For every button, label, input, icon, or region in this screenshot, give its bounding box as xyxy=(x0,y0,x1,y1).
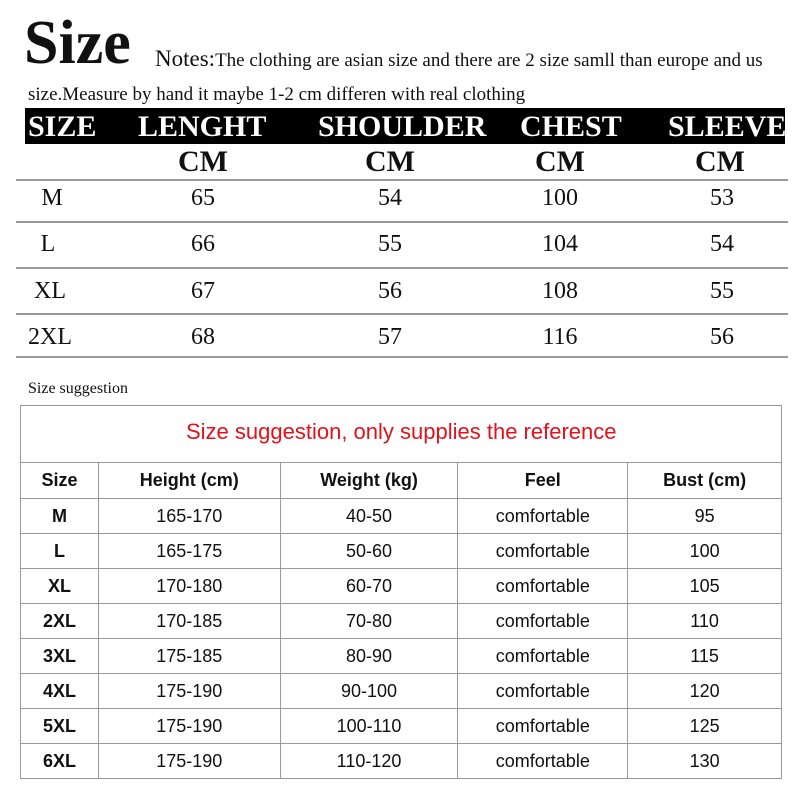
chest-cell: 108 xyxy=(542,278,578,304)
row-divider xyxy=(16,179,788,181)
header-chest: CHEST xyxy=(520,110,622,143)
chest-cell: 116 xyxy=(542,324,578,350)
col-height: Height (cm) xyxy=(98,463,280,499)
row-divider xyxy=(16,267,788,269)
unit-length: CM xyxy=(178,145,228,178)
weight-cell: 40-50 xyxy=(280,499,458,534)
size-cell: XL xyxy=(21,569,99,604)
table-row xyxy=(21,499,782,534)
suggestion-caption: Size suggestion xyxy=(28,380,128,397)
bust-cell: 100 xyxy=(628,534,782,569)
col-weight: Weight (kg) xyxy=(280,463,458,499)
bust-cell: 120 xyxy=(628,674,782,709)
notes-line-2: size.Measure by hand it maybe 1-2 cm differen with real clothing xyxy=(28,84,526,105)
weight-cell: 80-90 xyxy=(280,639,458,674)
shoulder-cell: 57 xyxy=(378,324,402,350)
sleeve-cell: 55 xyxy=(710,278,734,304)
page-title: Size xyxy=(24,9,131,77)
table-header-row xyxy=(21,463,782,499)
feel-cell: comfortable xyxy=(458,744,628,779)
weight-cell: 110-120 xyxy=(280,744,458,779)
bust-cell: 110 xyxy=(628,604,782,639)
size-cell: 6XL xyxy=(21,744,99,779)
height-cell: 175-190 xyxy=(98,709,280,744)
unit-chest: CM xyxy=(535,145,585,178)
height-cell: 170-185 xyxy=(98,604,280,639)
unit-sleeve: CM xyxy=(695,145,745,178)
feel-cell: comfortable xyxy=(458,604,628,639)
bust-cell: 115 xyxy=(628,639,782,674)
size-cell: 5XL xyxy=(21,709,99,744)
weight-cell: 50-60 xyxy=(280,534,458,569)
header-shoulder: SHOULDER xyxy=(318,110,487,143)
bust-cell: 125 xyxy=(628,709,782,744)
table-row xyxy=(21,534,782,569)
size-cell: XL xyxy=(34,278,66,304)
size-cell: 3XL xyxy=(21,639,99,674)
size-cell: 2XL xyxy=(28,324,72,350)
size-cell: L xyxy=(40,231,56,257)
size-cell: L xyxy=(21,534,99,569)
length-cell: 66 xyxy=(191,231,215,257)
sleeve-cell: 54 xyxy=(710,231,734,257)
table-row xyxy=(21,639,782,674)
row-divider xyxy=(16,221,788,223)
size-cell: M xyxy=(41,185,63,211)
table-row xyxy=(21,744,782,779)
size-cell: 4XL xyxy=(21,674,99,709)
length-cell: 65 xyxy=(191,185,215,211)
feel-cell: comfortable xyxy=(458,639,628,674)
sleeve-cell: 53 xyxy=(710,185,734,211)
table-row xyxy=(21,709,782,744)
weight-cell: 60-70 xyxy=(280,569,458,604)
header-sleeve: SLEEVE xyxy=(668,110,787,143)
suggestion-title: Size suggestion, only supplies the reference xyxy=(186,419,617,444)
col-size: Size xyxy=(21,463,99,499)
notes-text-1: The clothing are asian size and there are 2 size samll than europe and us xyxy=(215,50,763,71)
length-cell: 68 xyxy=(191,324,215,350)
header-size: SIZE xyxy=(28,110,97,143)
notes-label: Notes: xyxy=(155,46,216,71)
row-divider xyxy=(16,313,788,315)
unit-shoulder: CM xyxy=(365,145,415,178)
shoulder-cell: 56 xyxy=(378,278,402,304)
weight-cell: 100-110 xyxy=(280,709,458,744)
table-row xyxy=(21,569,782,604)
shoulder-cell: 55 xyxy=(378,231,402,257)
height-cell: 165-175 xyxy=(98,534,280,569)
bust-cell: 130 xyxy=(628,744,782,779)
feel-cell: comfortable xyxy=(458,569,628,604)
chest-cell: 100 xyxy=(542,185,578,211)
feel-cell: comfortable xyxy=(458,499,628,534)
chest-cell: 104 xyxy=(542,231,578,257)
length-cell: 67 xyxy=(191,278,215,304)
shoulder-cell: 54 xyxy=(378,185,402,211)
bust-cell: 95 xyxy=(628,499,782,534)
header-length: LENGHT xyxy=(138,110,267,143)
feel-cell: comfortable xyxy=(458,709,628,744)
col-feel: Feel xyxy=(458,463,628,499)
feel-cell: comfortable xyxy=(458,534,628,569)
size-cell: 2XL xyxy=(21,604,99,639)
height-cell: 175-185 xyxy=(98,639,280,674)
height-cell: 175-190 xyxy=(98,674,280,709)
row-divider xyxy=(16,356,788,358)
height-cell: 170-180 xyxy=(98,569,280,604)
weight-cell: 90-100 xyxy=(280,674,458,709)
table-row xyxy=(21,674,782,709)
size-cell: M xyxy=(21,499,99,534)
size-suggestion-table xyxy=(20,462,782,779)
feel-cell: comfortable xyxy=(458,674,628,709)
sleeve-cell: 56 xyxy=(710,324,734,350)
col-bust: Bust (cm) xyxy=(628,463,782,499)
height-cell: 175-190 xyxy=(98,744,280,779)
bust-cell: 105 xyxy=(628,569,782,604)
notes-line-1 xyxy=(155,46,763,72)
weight-cell: 70-80 xyxy=(280,604,458,639)
height-cell: 165-170 xyxy=(98,499,280,534)
table-row xyxy=(21,604,782,639)
